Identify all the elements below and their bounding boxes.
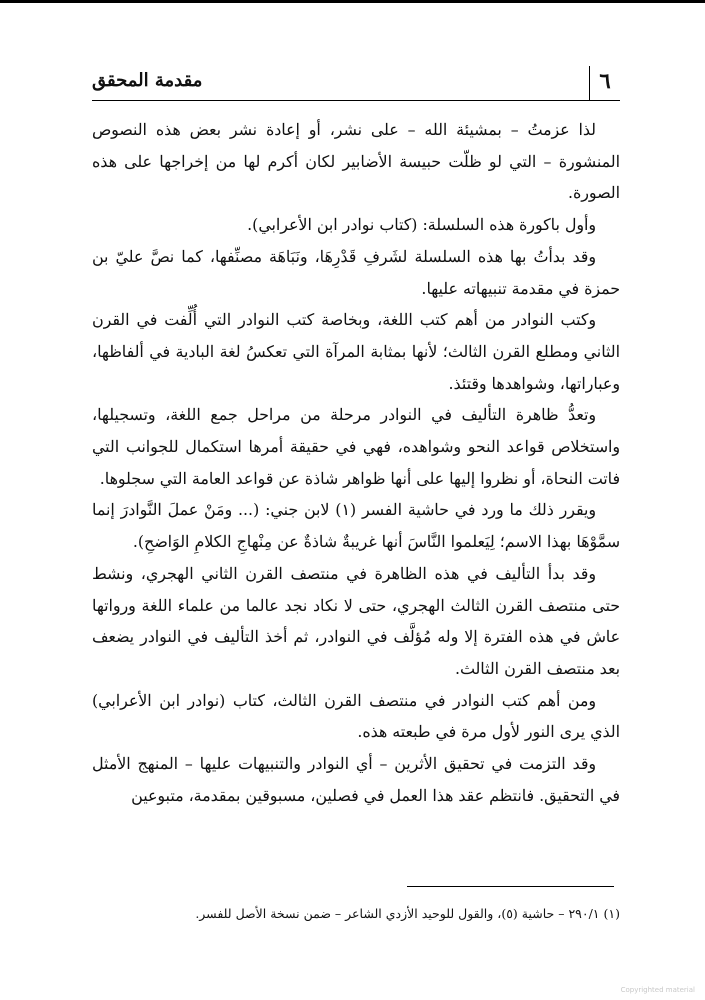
paragraph: وكتب النوادر من أهم كتب اللغة، وبخاصة كتب النوادر التي أُلِّفت في القرن الثاني ومطلع القرن الثالث؛ لأنها بمثابة المرآة التي تعكسُ لغة البادية في ألفاظها، وعباراتها، وشواهدها وقتئذ. xyxy=(92,310,620,393)
page-header xyxy=(92,66,620,101)
paragraph: ومن أهم كتب النوادر في منتصف القرن الثالث، كتاب (نوادر ابن الأعرابي) الذي يرى النور لأول مرة في طبعته هذه. xyxy=(92,690,620,742)
paragraph: لذا عزمتُ – بمشيئة الله – على نشر، أو إعادة نشر بعض هذه النصوص المنشورة – التي لو ظلّت حبيسة الأضابير لكان أكرم لها من إخراجها على هذه الصورة. xyxy=(92,120,620,203)
paragraph: وقد بدأ التأليف في هذه الظاهرة في منتصف القرن الثاني الهجري، ونشط حتى منتصف القرن الثالث الهجري، حتى لا نكاد نجد عالما من علماء اللغة ورواتها عاش في هذه الفترة إلا وله مُؤلَّف في النوادر، ثم أخذ التأليف في النوادر يضعف بعد منتصف القرن الثالث. xyxy=(92,563,620,678)
paragraph: ويقرر ذلك ما ورد في حاشية الفسر (١) لابن جني: (... ومَنْ عملَ النَّوادرَ إنما سمَّوْهَا بهذا الاسم؛ لِيَعلموا النَّاسَ أنها غريبةٌ شاذةٌ عن مِنْهاجِ الكلامِ الوَاضحِ). xyxy=(92,500,620,552)
paragraph: وقد بدأتُ بها هذه السلسلة لشَرفِ قَدْرِهَا، ونَبَاهَة مصنِّفها، كما نصَّ عليّ بن حمزة في مقدمة تنبيهاته عليها. xyxy=(92,246,620,298)
footnote-separator xyxy=(407,886,614,887)
watermark: Copyrighted material xyxy=(620,986,695,994)
footnote: (١) ٢٩٠/١ – حاشية (٥)، والقول للوحيد الأزدي الشاعر – ضمن نسخة الأصل للفسر. xyxy=(195,906,620,921)
page-number: ٦ xyxy=(589,66,620,100)
running-title: مقدمة المحقق xyxy=(92,70,203,91)
paragraph: وقد التزمت في تحقيق الأثرين – أي النوادر والتنبيهات عليها – المنهج الأمثل في التحقيق. فانتظم عقد هذا العمل في فصلين، مسبوقين بمقدمة، متبوعين xyxy=(92,754,620,805)
paragraph: وتعدُّ ظاهرة التأليف في النوادر مرحلة من مراحل جمع اللغة، وتسجيلها، واستخلاص قواعد النحو وشواهده، فهي في حقيقة أمرها استكمال للجوانب التي فاتت النحاة، أو نظروا إليها على أنها ظواهر شاذة عن قواعد العامة التي سجلوها. xyxy=(92,405,620,488)
body-text xyxy=(92,114,620,811)
top-border xyxy=(0,0,705,3)
paragraph: وأول باكورة هذه السلسلة: (كتاب نوادر ابن الأعرابي). xyxy=(247,215,596,235)
